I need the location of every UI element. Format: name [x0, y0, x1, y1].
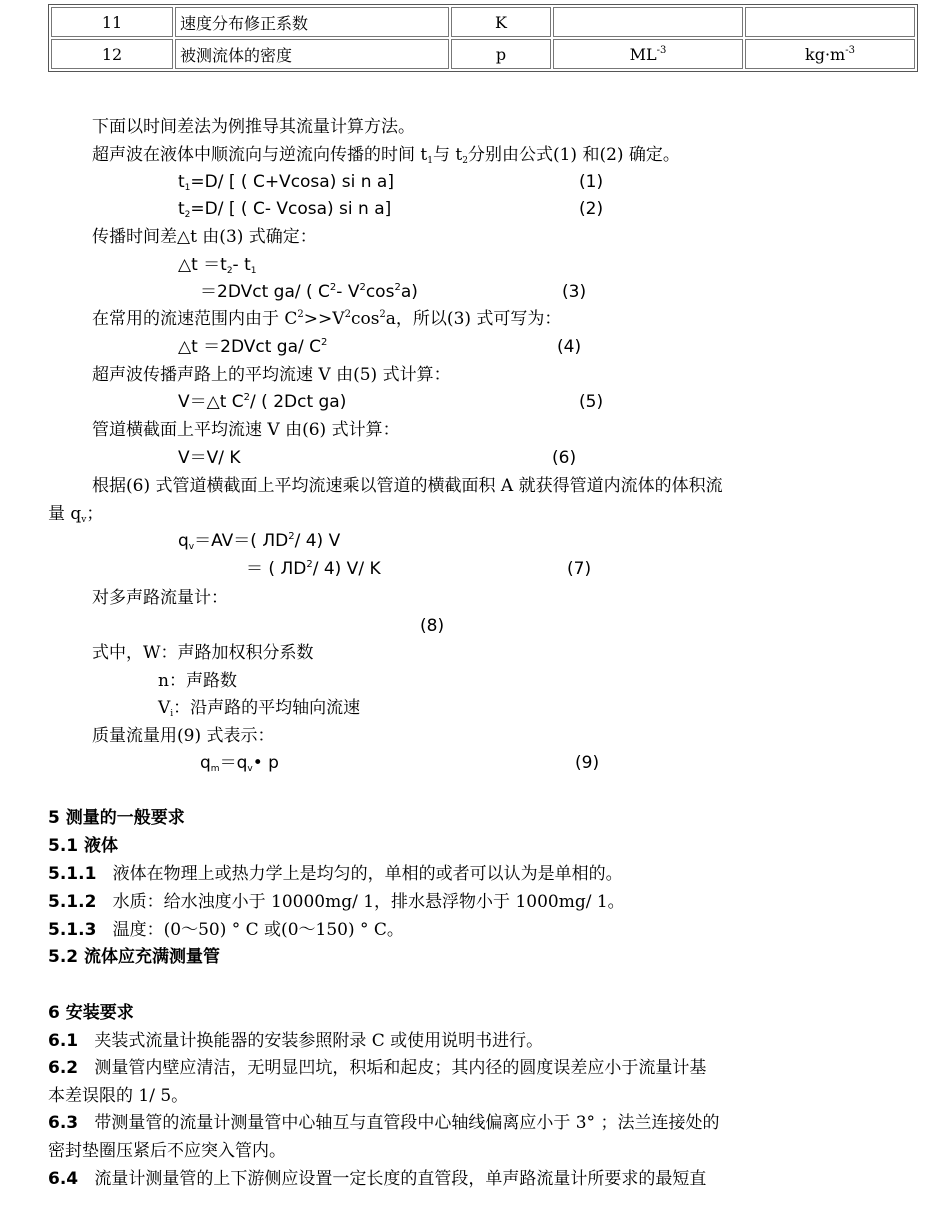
- equation-9: $q_m=q_v•$ p: [200, 753, 279, 774]
- parameter-symbol: p: [451, 39, 551, 69]
- table-row: [51, 39, 915, 69]
- clause-6-3-line-1: 6.3 带测量管的流量计测量管中心轴互与直管段中心轴线偏离应小于 3° ；法兰连接处的: [48, 1113, 720, 1133]
- equation-7-number: (7): [567, 559, 592, 579]
- parameter-dimension: $ML^{-3}$: [553, 39, 743, 69]
- propagation-text: 超声波在液体中顺流向与逆流向传播的时间 $t_1$与 $t_2$分别由公式(1) 和(2) 确定。: [92, 145, 680, 166]
- equation-7-line-1: $q_v=AV=$( $ЛD^2/$ 4) V: [178, 531, 341, 552]
- equation-6: V＝V/ K: [178, 448, 241, 468]
- clause-6-2-line-2: 本差误限的 1/ 5。: [48, 1086, 189, 1106]
- parameter-unit: $kg\cdot m^{-3}$: [745, 39, 915, 69]
- parameter-name: 速度分布修正系数: [175, 7, 449, 37]
- equation-4: △t ＝2DVct ga/ $C^2$: [178, 337, 328, 357]
- equation-2-number: (2): [579, 199, 604, 219]
- parameter-symbol: K: [451, 7, 551, 37]
- section-5-1-heading: 5.1 液体: [48, 836, 119, 856]
- multi-path-intro: 对多声路流量计：: [92, 588, 228, 608]
- parameter-name: 被测流体的密度: [175, 39, 449, 69]
- cross-section-velocity-intro: 管道横截面上平均流速 V 由(6) 式计算：: [92, 420, 400, 440]
- clause-5-1-2: 5.1.2 水质：给水浊度小于 10000mg/ 1，排水悬浮物小于 1000mg/ 1。: [48, 892, 625, 912]
- equation-2: $t_2=D/$ [ ( C- Vcosa) si n a]: [178, 199, 392, 220]
- equation-7-line-2: ＝ ( $ЛD^2/$ 4) V/ K: [246, 559, 381, 579]
- equation-5-number: (5): [579, 392, 604, 412]
- clause-5-1-1: 5.1.1 液体在物理上或热力学上是均匀的，单相的或者可以认为是单相的。: [48, 864, 623, 884]
- time-difference-intro: 传播时间差△t 由(3) 式确定：: [92, 227, 317, 247]
- equation-3-line-2: ＝2DVct ga/ ( $C^2-$ $V^2\cos^2a$): [200, 282, 418, 302]
- equation-6-number: (6): [552, 448, 577, 468]
- where-vi: $V_i$：沿声路的平均轴向流速: [158, 698, 361, 719]
- mass-flow-intro: 质量流量用(9) 式表示：: [92, 726, 275, 746]
- equation-3-number: (3): [562, 282, 587, 302]
- volume-flow-text-line-2: 量 $q_v$；: [48, 504, 104, 525]
- equation-9-number: (9): [575, 753, 600, 773]
- where-w: 式中，W：声路加权积分系数: [92, 643, 314, 663]
- intro-text: 下面以时间差法为例推导其流量计算方法。: [92, 117, 415, 137]
- clause-6-4-line-1: 6.4 流量计测量管的上下游侧应设置一定长度的直管段，单声路流量计所要求的最短直: [48, 1169, 707, 1189]
- parameter-dimension: [553, 7, 743, 37]
- equation-3-line-1: △t $=t_2-$ $t_1$: [178, 255, 257, 276]
- section-5-heading: 5 测量的一般要求: [48, 808, 185, 828]
- volume-flow-text-line-1: 根据(6) 式管道横截面上平均流速乘以管道的横截面积 A 就获得管道内流体的体积流: [92, 476, 723, 496]
- parameter-unit: [745, 7, 915, 37]
- row-number: 12: [51, 39, 173, 69]
- section-6-heading: 6 安装要求: [48, 1003, 134, 1023]
- equation-5: V＝△t $C^2/$ ( 2Dct ga): [178, 392, 347, 412]
- clause-5-1-3: 5.1.3 温度：(0～50) ° C 或(0～150) ° C。: [48, 920, 404, 940]
- table-row: [51, 7, 915, 37]
- section-5-2-heading: 5.2 流体应充满测量管: [48, 947, 221, 967]
- equation-1-number: (1): [579, 172, 604, 192]
- velocity-range-text: 在常用的流速范围内由于 $C^2>>V^2\cos^2a$，所以(3) 式可写为：: [92, 309, 562, 329]
- equation-4-number: (4): [557, 337, 582, 357]
- clause-6-1: 6.1 夹装式流量计换能器的安装参照附录 C 或使用说明书进行。: [48, 1031, 544, 1051]
- clause-6-3-line-2: 密封垫圈压紧后不应突入管内。: [48, 1141, 286, 1161]
- row-number: 11: [51, 7, 173, 37]
- where-n: n：声路数: [158, 671, 237, 691]
- clause-6-2-line-1: 6.2 测量管内壁应清洁，无明显凹坑，积垢和起皮；其内径的圆度误差应小于流量计基: [48, 1058, 707, 1078]
- average-velocity-intro: 超声波传播声路上的平均流速 V 由(5) 式计算：: [92, 365, 451, 385]
- equation-8-number: (8): [420, 616, 445, 636]
- parameter-table: [48, 4, 918, 72]
- equation-1: $t_1=D/$ [ ( C+Vcosa) si n a]: [178, 172, 394, 193]
